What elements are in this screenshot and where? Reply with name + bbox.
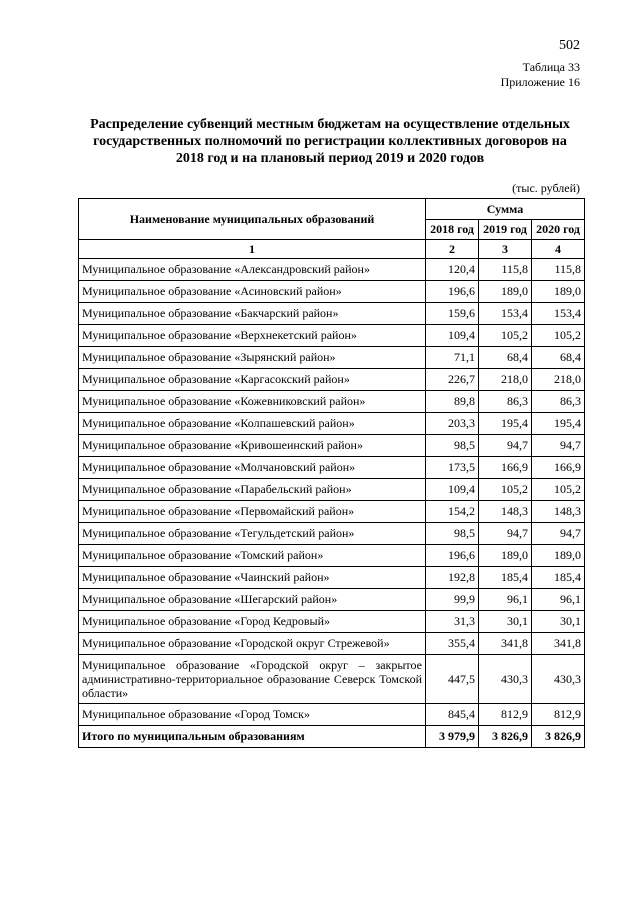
value-2018: 196,6 — [426, 281, 479, 303]
value-2019: 189,0 — [479, 281, 532, 303]
value-2020: 30,1 — [532, 611, 585, 633]
table-row — [79, 704, 585, 726]
page-number: 502 — [559, 38, 580, 53]
header-year-2020: 2020 год — [532, 220, 585, 240]
table-row — [79, 633, 585, 655]
value-2018: 71,1 — [426, 347, 479, 369]
value-2019: 30,1 — [479, 611, 532, 633]
subsidy-table — [78, 198, 585, 748]
value-2019: 812,9 — [479, 704, 532, 726]
value-2019: 68,4 — [479, 347, 532, 369]
table-row — [79, 369, 585, 391]
value-2018: 120,4 — [426, 259, 479, 281]
value-2019: 105,2 — [479, 325, 532, 347]
value-2020: 148,3 — [532, 501, 585, 523]
table-row — [79, 545, 585, 567]
municipality-name: Муниципальное образование «Городской округ – закрытое административно-территориальное образование Северск Томской области» — [79, 655, 426, 704]
table-row — [79, 611, 585, 633]
appendix-label: Приложение 16 — [500, 75, 580, 89]
table-row — [79, 457, 585, 479]
table-row — [79, 479, 585, 501]
value-2018: 154,2 — [426, 501, 479, 523]
municipality-name: Муниципальное образование «Бакчарский район» — [79, 303, 426, 325]
value-2019: 195,4 — [479, 413, 532, 435]
value-2020: 189,0 — [532, 545, 585, 567]
column-number: 1 — [79, 240, 426, 259]
value-2020: 94,7 — [532, 523, 585, 545]
value-2018: 159,6 — [426, 303, 479, 325]
value-2019: 185,4 — [479, 567, 532, 589]
value-2020: 96,1 — [532, 589, 585, 611]
municipality-name: Муниципальное образование «Город Кедровый» — [79, 611, 426, 633]
table-row — [79, 259, 585, 281]
municipality-name: Муниципальное образование «Город Томск» — [79, 704, 426, 726]
municipality-name: Муниципальное образование «Городской округ Стрежевой» — [79, 633, 426, 655]
value-2019: 166,9 — [479, 457, 532, 479]
value-2019: 430,3 — [479, 655, 532, 704]
table-row — [79, 281, 585, 303]
value-2019: 86,3 — [479, 391, 532, 413]
units-label: (тыс. рублей) — [512, 181, 580, 195]
value-2019: 105,2 — [479, 479, 532, 501]
municipality-name: Муниципальное образование «Колпашевский район» — [79, 413, 426, 435]
total-2020: 3 826,9 — [532, 726, 585, 748]
value-2020: 115,8 — [532, 259, 585, 281]
municipality-name: Муниципальное образование «Тегульдетский район» — [79, 523, 426, 545]
column-number: 2 — [426, 240, 479, 259]
total-label: Итого по муниципальным образованиям — [79, 726, 426, 748]
total-2018: 3 979,9 — [426, 726, 479, 748]
municipality-name: Муниципальное образование «Первомайский район» — [79, 501, 426, 523]
value-2020: 430,3 — [532, 655, 585, 704]
table-row — [79, 391, 585, 413]
value-2019: 94,7 — [479, 523, 532, 545]
value-2018: 98,5 — [426, 435, 479, 457]
value-2020: 189,0 — [532, 281, 585, 303]
value-2018: 845,4 — [426, 704, 479, 726]
value-2019: 96,1 — [479, 589, 532, 611]
value-2019: 189,0 — [479, 545, 532, 567]
value-2018: 447,5 — [426, 655, 479, 704]
header-municipality-name: Наименование муниципальных образований — [79, 199, 426, 240]
municipality-name: Муниципальное образование «Томский район» — [79, 545, 426, 567]
value-2018: 173,5 — [426, 457, 479, 479]
value-2020: 86,3 — [532, 391, 585, 413]
table-row — [79, 303, 585, 325]
municipality-name: Муниципальное образование «Молчановский район» — [79, 457, 426, 479]
value-2018: 192,8 — [426, 567, 479, 589]
value-2018: 89,8 — [426, 391, 479, 413]
municipality-name: Муниципальное образование «Александровский район» — [79, 259, 426, 281]
municipality-name: Муниципальное образование «Верхнекетский район» — [79, 325, 426, 347]
table-row — [79, 655, 585, 704]
value-2019: 153,4 — [479, 303, 532, 325]
value-2018: 31,3 — [426, 611, 479, 633]
value-2019: 218,0 — [479, 369, 532, 391]
value-2018: 109,4 — [426, 479, 479, 501]
table-row — [79, 347, 585, 369]
value-2020: 105,2 — [532, 479, 585, 501]
value-2019: 341,8 — [479, 633, 532, 655]
value-2020: 812,9 — [532, 704, 585, 726]
value-2020: 195,4 — [532, 413, 585, 435]
table-body — [79, 259, 585, 748]
total-2019: 3 826,9 — [479, 726, 532, 748]
municipality-name: Муниципальное образование «Шегарский район» — [79, 589, 426, 611]
table-row — [79, 325, 585, 347]
value-2020: 166,9 — [532, 457, 585, 479]
table-row — [79, 501, 585, 523]
table-label: Таблица 33 — [522, 60, 580, 74]
table-row — [79, 413, 585, 435]
table-row — [79, 567, 585, 589]
municipality-name: Муниципальное образование «Зырянский район» — [79, 347, 426, 369]
value-2020: 341,8 — [532, 633, 585, 655]
municipality-name: Муниципальное образование «Каргасокский район» — [79, 369, 426, 391]
value-2020: 218,0 — [532, 369, 585, 391]
value-2018: 355,4 — [426, 633, 479, 655]
value-2018: 226,7 — [426, 369, 479, 391]
value-2020: 68,4 — [532, 347, 585, 369]
column-number: 3 — [479, 240, 532, 259]
value-2020: 105,2 — [532, 325, 585, 347]
municipality-name: Муниципальное образование «Чаинский район» — [79, 567, 426, 589]
value-2020: 185,4 — [532, 567, 585, 589]
value-2019: 148,3 — [479, 501, 532, 523]
header-year-2018: 2018 год — [426, 220, 479, 240]
municipality-name: Муниципальное образование «Асиновский район» — [79, 281, 426, 303]
value-2018: 109,4 — [426, 325, 479, 347]
municipality-name: Муниципальное образование «Кожевниковский район» — [79, 391, 426, 413]
document-title: Распределение субвенций местным бюджетам на осуществление отдельных государственных полномочий по регистрации коллективных договоров на 2018 год и на плановый период 2019 и 2020 годов — [90, 117, 570, 166]
table-row — [79, 523, 585, 545]
value-2020: 94,7 — [532, 435, 585, 457]
header-sum: Сумма — [426, 199, 585, 220]
municipality-name: Муниципальное образование «Кривошеинский район» — [79, 435, 426, 457]
value-2018: 99,9 — [426, 589, 479, 611]
column-number: 4 — [532, 240, 585, 259]
value-2018: 196,6 — [426, 545, 479, 567]
value-2020: 153,4 — [532, 303, 585, 325]
municipality-name: Муниципальное образование «Парабельский район» — [79, 479, 426, 501]
value-2019: 94,7 — [479, 435, 532, 457]
total-row — [79, 726, 585, 748]
value-2018: 98,5 — [426, 523, 479, 545]
value-2018: 203,3 — [426, 413, 479, 435]
table-row — [79, 435, 585, 457]
header-year-2019: 2019 год — [479, 220, 532, 240]
value-2019: 115,8 — [479, 259, 532, 281]
table-row — [79, 589, 585, 611]
